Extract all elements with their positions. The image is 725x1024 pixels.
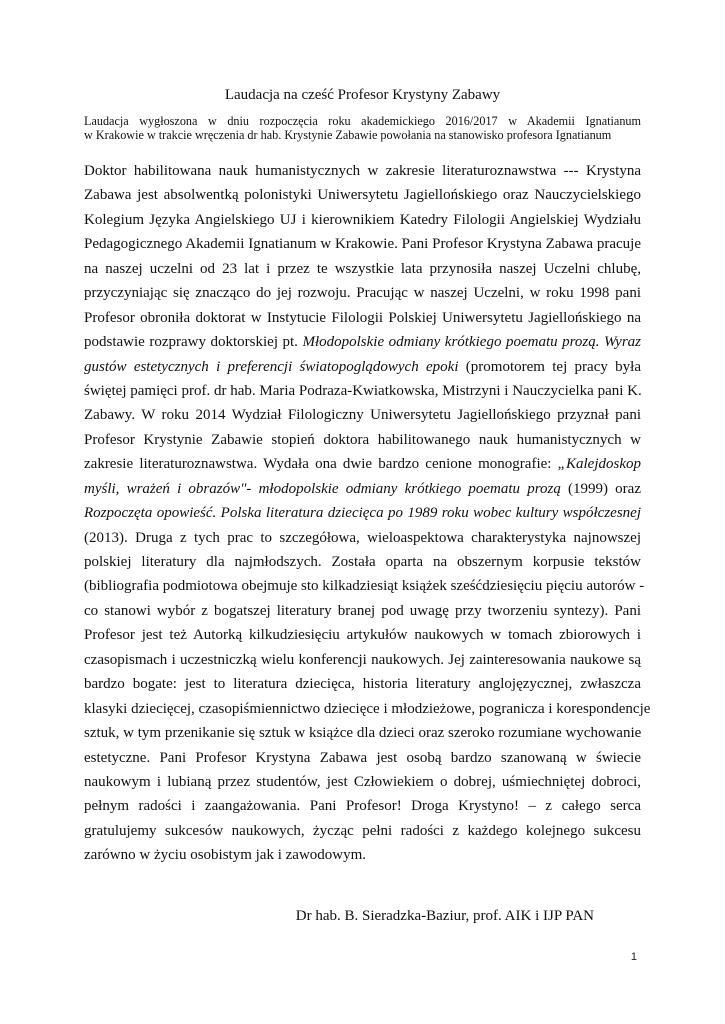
body-line bbox=[84, 477, 641, 501]
text-segment: Zabawy. W roku 2014 Wydział Filologiczny Uniwersytetu Jagiellońskiego przyznał pani bbox=[84, 407, 641, 424]
text-segment: przyczyniając się znacząco do jej rozwoju. Pracując w naszej Uczelni, w roku 1998 pani bbox=[84, 285, 641, 302]
text-segment: Zabawa jest absolwentką polonistyki Uniwersytetu Jagiellońskiego oraz Nauczycielskiego bbox=[84, 187, 641, 204]
body-line bbox=[84, 623, 641, 647]
text-segment: klasyki dziecięcej, czasopiśmiennictwo dziecięce i młodzieżowe, pogranicza i korespondencje bbox=[84, 700, 651, 717]
text-segment: (bibliografia podmiotowa obejmuje sto kilkadziesiąt książek sześćdziesięciu pięciu autorów - bbox=[84, 578, 645, 595]
text-segment: Profesor jest też Autorką kilkudziesięciu artykułów naukowych w tomach zbiorowych i bbox=[84, 627, 641, 644]
body-line bbox=[84, 232, 641, 256]
document-title: Laudacja na cześć Profesor Krystyny Zabawy bbox=[224, 87, 501, 103]
text-segment: Kolegium Języka Angielskiego UJ i kierownikiem Katedry Filologii Angielskiej Wydziału bbox=[84, 211, 641, 228]
body-line bbox=[84, 819, 641, 843]
italic-title-segment: myśli, wrażeń i obrazów"- młodopolskie odmiany krótkiego poematu prozą bbox=[84, 480, 561, 497]
text-segment: podstawie rozprawy doktorskiej pt. bbox=[84, 334, 303, 351]
document-subtitle bbox=[84, 114, 641, 142]
text-segment: Doktor habilitowana nauk humanistycznych w zakresie literaturoznawstwa --- Krystyna bbox=[84, 163, 641, 179]
subtitle-line-2: w Krakowie w trakcie wręczenia dr hab. Krystynie Zabawie powołania na stanowisko profesora Ignatianum bbox=[84, 128, 612, 142]
text-segment: bardzo bogate: jest to literatura dziecięca, historia literatury anglojęzycznej, zwłaszcza bbox=[84, 676, 641, 693]
body-line bbox=[84, 183, 641, 207]
text-segment: estetyczne. Pani Profesor Krystyna Zabawa jest osobą bardzo szanowaną w świecie bbox=[84, 749, 641, 766]
text-segment: czasopismach i uczestniczką wielu konferencji naukowych. Jej zainteresowania naukowe są bbox=[84, 651, 641, 668]
body-line bbox=[84, 770, 641, 794]
body-line bbox=[84, 550, 641, 574]
body-line bbox=[84, 574, 645, 598]
body-line bbox=[84, 648, 641, 672]
text-segment: (2013). Druga z tych prac to szczegółowa, wieloaspektowa charakterystyka najnowszej bbox=[84, 529, 641, 546]
body-line bbox=[84, 355, 641, 379]
body-line bbox=[84, 208, 641, 232]
text-segment: gratulujemy sukcesów naukowych, życząc pełni radości z każdego kolejnego sukcesu bbox=[84, 822, 641, 839]
text-segment: świętej pamięci prof. dr hab. Maria Podraza-Kwiatkowska, Mistrzyni i Nauczycielka pani K. bbox=[84, 382, 642, 399]
text-segment: (promotorem tej pracy była bbox=[458, 358, 641, 375]
text-segment: pełnym radości i zaangażowania. Pani Profesor! Droga Krystyno! – z całego serca bbox=[84, 798, 641, 815]
italic-title-segment: „Kalejdoskop bbox=[557, 456, 641, 473]
body-line bbox=[84, 379, 641, 403]
body-line bbox=[84, 794, 641, 818]
body-line bbox=[84, 159, 641, 183]
body-line bbox=[84, 403, 641, 427]
body-line bbox=[84, 599, 641, 623]
body-line bbox=[84, 330, 641, 354]
text-segment: (1999) oraz bbox=[560, 480, 641, 497]
body-line bbox=[84, 306, 641, 330]
body-line bbox=[84, 257, 641, 281]
page-number: 1 bbox=[630, 951, 637, 963]
text-segment: zakresie literaturoznawstwa. Wydała ona dwie bardzo cenione monografie: bbox=[84, 456, 558, 473]
body-line bbox=[84, 697, 651, 721]
body-line bbox=[84, 526, 641, 550]
body-line bbox=[84, 452, 641, 476]
text-segment: co stanowi wybór z bogatszej literatury branej pod uwagę przy tworzeniu syntezy). Pani bbox=[84, 602, 641, 619]
body-line bbox=[84, 843, 641, 867]
italic-title-segment: Rozpoczęta opowieść. Polska literatura dziecięca po 1989 roku wobec kultury współczesnej bbox=[84, 505, 641, 522]
text-segment: zarówno w życiu osobistym jak i zawodowym. bbox=[84, 847, 367, 864]
text-segment: naukowym i lubianą przez studentów, jest Człowiekiem o dobrej, uśmiechniętej dobroci, bbox=[84, 773, 641, 790]
body-line bbox=[84, 746, 641, 770]
body-line bbox=[84, 281, 641, 305]
body-line bbox=[84, 721, 641, 745]
body-line bbox=[84, 672, 641, 696]
text-segment: Profesor obroniła doktorat w Instytucie Filologii Polskiej Uniwersytetu Jagiellońskiego na bbox=[84, 309, 641, 326]
body-line bbox=[84, 501, 641, 525]
subtitle-line-1: Laudacja wygłoszona w dniu rozpoczęcia roku akademickiego 2016/2017 w Akademii Ignatianum bbox=[84, 114, 641, 128]
text-segment: sztuk, w tym przenikanie się sztuk w książce dla dzieci oraz szeroko rozumiane wychowanie bbox=[84, 725, 642, 742]
italic-title-segment: gustów estetycznych i preferencji światopoglądowych epoki bbox=[84, 358, 459, 375]
text-segment: na naszej uczelni od 23 lat i przez te wszystkie lata przynosiła naszej Uczelni chlubę, bbox=[84, 260, 641, 277]
text-segment: Pedagogicznego Akademii Ignatianum w Krakowie. Pani Profesor Krystyna Zabawa pracuje bbox=[84, 236, 641, 253]
laudation-body bbox=[84, 159, 651, 868]
author-signature: Dr hab. B. Sieradzka-Baziur, prof. AIK i IJP PAN bbox=[295, 908, 594, 924]
italic-title-segment: Młodopolskie odmiany krótkiego poematu prozą. Wyraz bbox=[302, 334, 641, 351]
text-segment: Profesor Krystynie Zabawie stopień doktora habilitowanego nauk humanistycznych w bbox=[84, 431, 641, 448]
text-segment: polskiej literatury dla najmłodszych. Została oparta na obszernym korpusie tekstów bbox=[84, 554, 641, 570]
body-line bbox=[84, 428, 641, 452]
